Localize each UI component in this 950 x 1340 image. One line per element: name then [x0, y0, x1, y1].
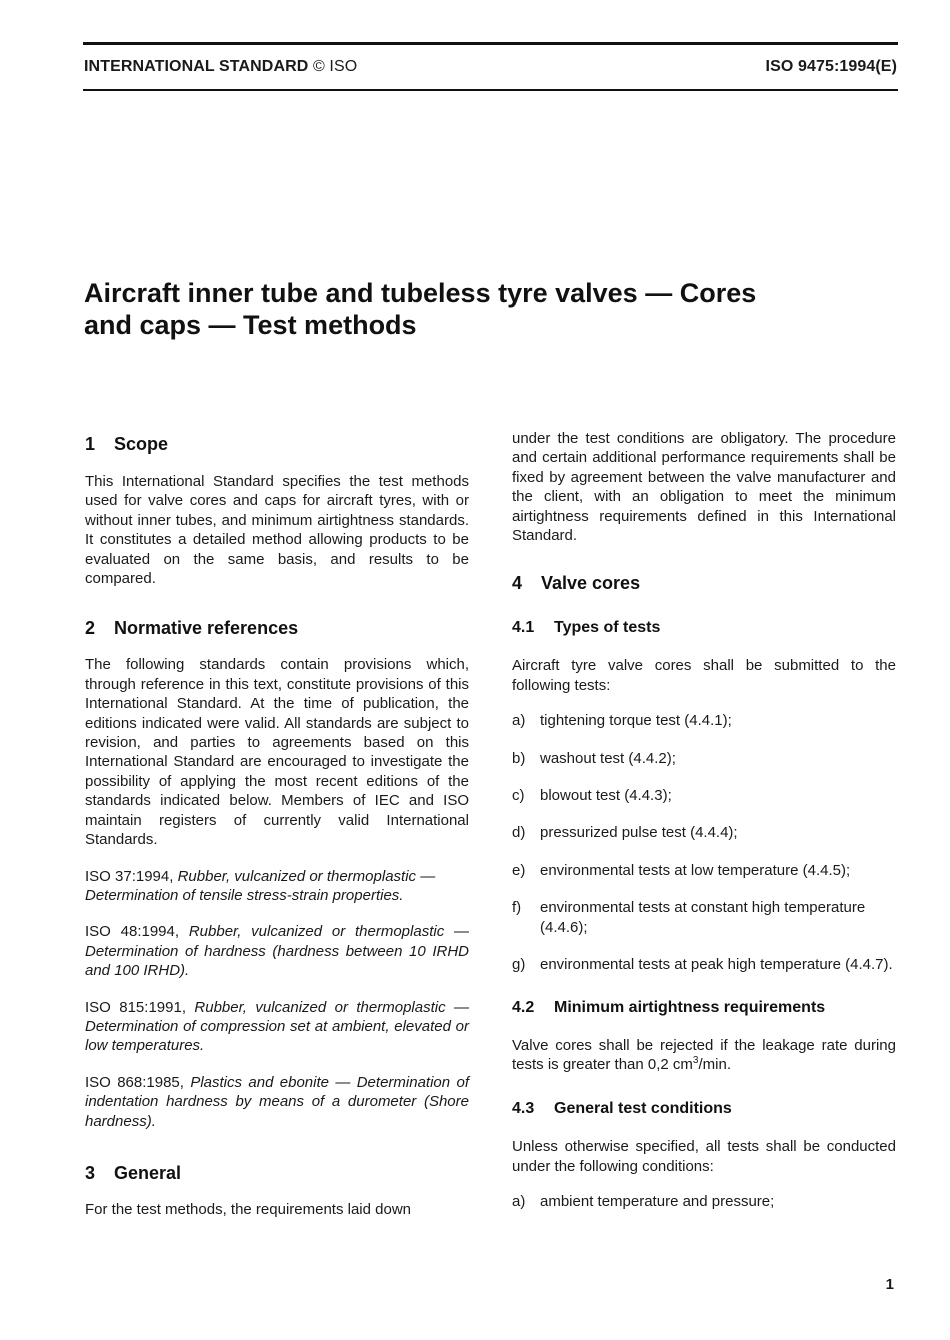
- right-column: [512, 429, 896, 1212]
- list-item: e) environmental tests at low temperature (4.4.5);: [512, 861, 851, 879]
- list-item: a) tightening torque test (4.4.1);: [512, 712, 732, 730]
- header-top-rule: [83, 42, 898, 45]
- section-4-1-heading: 4.1 Types of tests: [512, 619, 661, 637]
- reference-item: ISO 48:1994, Rubber, vulcanized or thermoplastic — Determination of hardness (hardness between 10 IRHD and 100 IRHD).: [85, 923, 469, 980]
- reference-item: ISO 37:1994, Rubber, vulcanized or thermoplastic — Determination of tensile stress-strain properties.: [85, 867, 436, 904]
- section-4-heading: 4 Valve cores: [512, 573, 641, 594]
- types-of-tests-intro: Aircraft tyre valve cores shall be submitted to the following tests:: [512, 657, 896, 694]
- general-text-continued: under the test conditions are obligatory. The procedure and certain additional performance requirements shall be fixed by agreement between the valve manufacturer and the client, with an obligation to meet the minimum airtightness requirements defined in this International Standard.: [512, 430, 896, 545]
- header-copyright: © ISO: [312, 58, 358, 75]
- title-line-1: Aircraft inner tube and tubeless tyre valves — Cores: [84, 278, 757, 308]
- list-item: c) blowout test (4.4.3);: [512, 787, 672, 805]
- list-item: f) environmental tests at constant high temperature (4.4.6);: [512, 899, 866, 936]
- reference-item: ISO 868:1985, Plastics and ebonite — Determination of indentation hardness by means of a durometer (Shore hardness).: [85, 1073, 469, 1130]
- title-line-2: and caps — Test methods: [84, 310, 417, 340]
- section-4-2-heading: 4.2 Minimum airtightness requirements: [512, 998, 826, 1016]
- list-item: a) ambient temperature and pressure;: [512, 1193, 775, 1211]
- header-standard-number: ISO 9475:1994(E): [765, 58, 897, 75]
- normative-references-text: The following standards contain provisions which, through reference in this text, constitute provisions of this International Standard. At the time of publication, the editions indicated were valid. All standards are subject to revision, and parties to agreements based on this International Standard are encouraged to investigate the possibility of applying the most recent editions of the standards indicated below. Members of IEC and ISO maintain registers of currently valid International Standards.: [85, 656, 469, 849]
- header-bottom-rule: [83, 89, 898, 91]
- general-text: For the test methods, the requirements laid down: [85, 1200, 412, 1218]
- section-2-heading: 2 Normative references: [85, 618, 299, 639]
- general-test-conditions-text: Unless otherwise specified, all tests shall be conducted under the following conditions:: [512, 1138, 896, 1175]
- section-3-heading: 3 General: [85, 1162, 182, 1183]
- left-column: [85, 429, 469, 1219]
- list-item: d) pressurized pulse test (4.4.4);: [512, 824, 738, 842]
- list-item: b) washout test (4.4.2);: [512, 749, 676, 767]
- page-number: 1: [885, 1276, 894, 1293]
- document-title: [84, 277, 844, 341]
- section-1-heading: 1 Scope: [85, 434, 169, 454]
- airtightness-text: Valve cores shall be rejected if the leakage rate during tests is greater than 0,2 $cm^3/\min$.: [512, 1036, 896, 1073]
- section-4-3-heading: 4.3 General test conditions: [512, 1100, 732, 1118]
- reference-item: ISO 815:1991, Rubber, vulcanized or thermoplastic — Determination of compression set at ambient, elevated or low temperatures.: [85, 998, 469, 1055]
- list-item: g) environmental tests at peak high temperature (4.4.7).: [512, 956, 893, 974]
- header-standard-type: INTERNATIONAL STANDARD: [84, 58, 309, 75]
- scope-text: This International Standard specifies the test methods used for valve cores and caps for aircraft tyres, with or without inner tubes, and minimum airtightness standards. It constitutes a detailed method allowing products to be evaluated on the same basis, and results to be compared.: [85, 473, 469, 588]
- header-left: [84, 57, 357, 77]
